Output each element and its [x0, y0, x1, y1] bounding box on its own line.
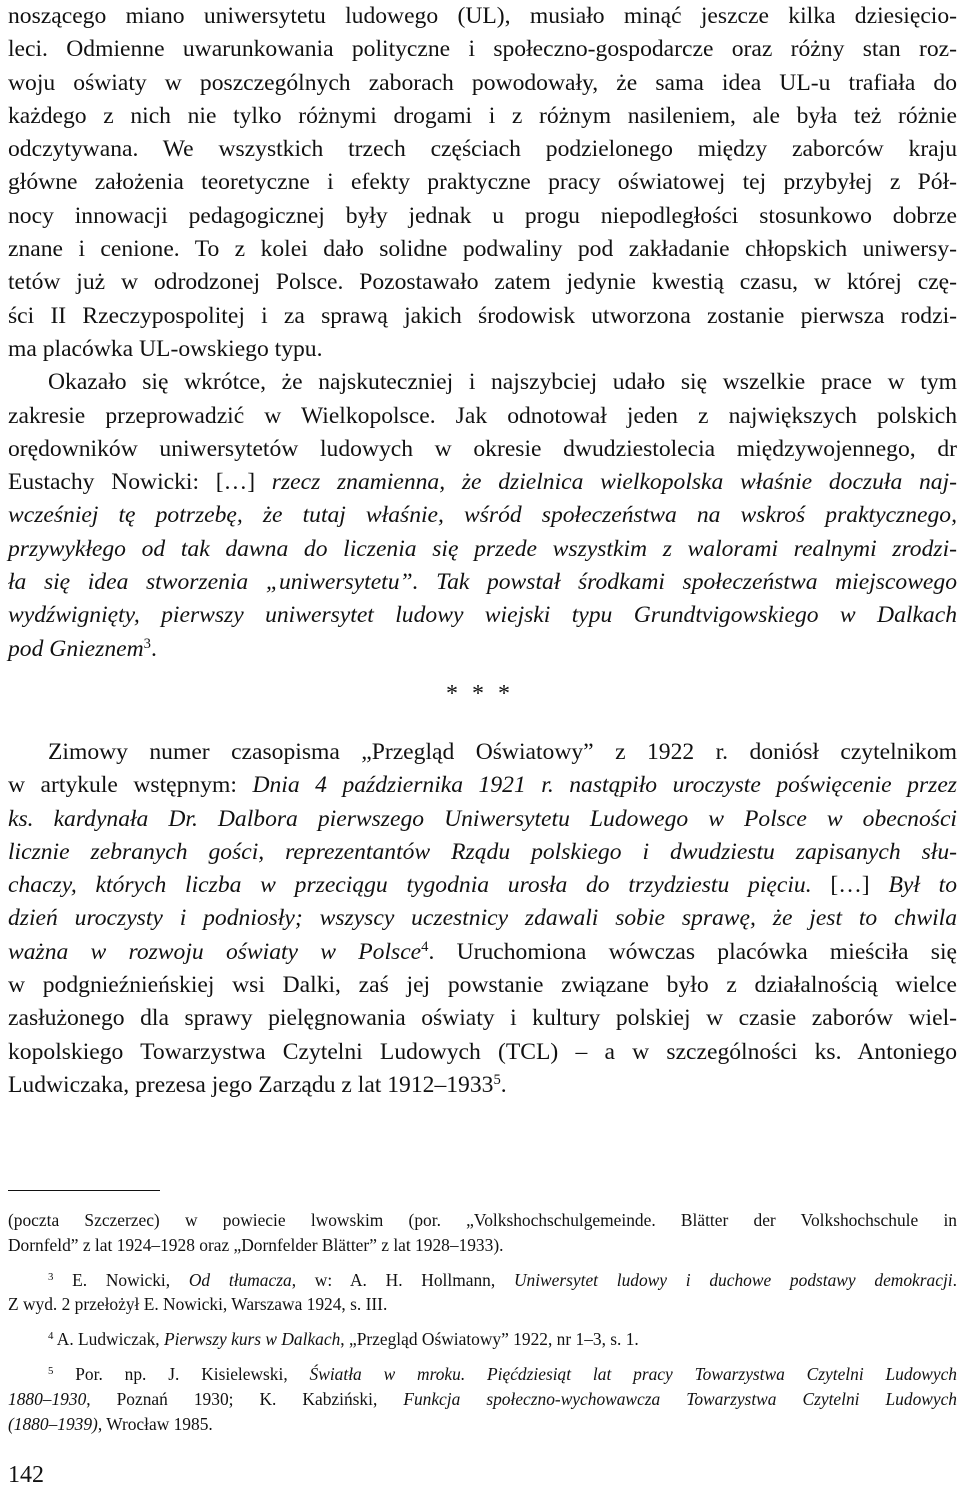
footnote-line [8, 1268, 957, 1293]
section-separator: * * * [446, 681, 514, 707]
text-line: nocy innowacji pedagogicznej były jednak u progu niepodległości stosunkowo dobrze [8, 202, 957, 229]
footnote-line [8, 1327, 957, 1352]
quote-run: chaczy, których liczba w przeciągu tygodnia urosła do trzydziestu pięciu. [8, 872, 812, 899]
text-run: , „Przegląd Oświatowy” 1922, nr 1–3, s. 1. [340, 1329, 639, 1350]
text-line [8, 633, 957, 666]
text-run: , Poznań 1930; K. Kabziński, [86, 1388, 404, 1409]
title-run: Funkcja społeczno-wychowawcza Towarzystwa Czytelni Ludowych [403, 1388, 957, 1409]
text-line: tetów już w odrodzonej Polsce. Pozostawało zatem jedynie kwestią czasu, w której czę- [8, 269, 957, 296]
title-run: Pierwszy kurs w Dalkach [163, 1329, 341, 1350]
text-line: ma placówka UL-owskiego typu. [8, 335, 323, 362]
text-line: zakresie przeprowadzić w Wielkopolsce. Jak odnotował jeden z największych polskich [8, 402, 957, 429]
title-run: 1880–1930 [8, 1388, 87, 1409]
quote-run: ważna w rozwoju oświaty w Polsce [8, 938, 422, 965]
footnote-line: Dornfeld” z lat 1924–1928 oraz „Dornfelder Blätter” z lat 1928–1933). [8, 1234, 504, 1255]
footnote-number: 4 [48, 1330, 54, 1343]
quote-run: rzecz znamienna, że dzielnica wielkopolska właśnie doczuła naj- [271, 469, 957, 496]
quote-line: wydźwignięty, pierwszy uniwersytet ludowy wiejski typu Grundtvigowskiego w Dalkach [8, 602, 957, 629]
title-run: Od tłumacza [188, 1269, 292, 1290]
text-line: orędowników uniwersytetów ludowych w okresie dwudziestolecia międzywojennego, dr [8, 435, 957, 462]
text-line: zasłużonego dla sprawy pielęgnowania oświaty i kultury polskiej w czasie zaborów wiel- [8, 1005, 957, 1032]
quote-line: wcześniej tę potrzebę, że tutaj właśnie, wśród społeczeństwa na wskroś praktycznego, [8, 502, 957, 529]
footnote-line: (poczta Szczerzec) w powiecie lwowskim (por. „Volkshochschulgemeinde. Blätter der Volkshochschule in [8, 1210, 957, 1230]
text-run: . [952, 1269, 957, 1290]
text-line: Okazało się wkrótce, że najskuteczniej i najszybciej udało się wszelkie prace w tym [48, 369, 957, 396]
footnote-divider [8, 1190, 160, 1191]
footnote-line [8, 1412, 957, 1437]
text-line: woju oświaty w poszczególnych zaborach powodowały, że sama idea UL-u trafiała do [8, 69, 957, 96]
footnote-line: Z wyd. 2 przełożył E. Nowicki, Warszawa 1924, s. III. [8, 1294, 388, 1315]
text-line: każdego z nich nie tylko różnymi drogami i z różnym nasileniem, ale była też różnie [8, 102, 957, 129]
page-number: 142 [8, 1462, 44, 1488]
footnote-number: 3 [48, 1270, 54, 1283]
quote-run: pod Gnieznem [8, 635, 144, 662]
text-run: , Wrocław 1985. [97, 1413, 213, 1434]
text-run: A. Ludwiczak, [53, 1329, 164, 1350]
text-line [8, 769, 957, 802]
title-run: Światła w mroku. Pięćdziesiąt lat pracy Towarzystwa Czytelni Ludowych [309, 1363, 957, 1384]
text-run: Ludwiczaka, prezesa jego Zarządu z lat 1912–1933 [8, 1071, 494, 1098]
paragraph-2 [8, 366, 957, 666]
text-run: […] [811, 872, 889, 899]
text-run: . Uruchomiona wówczas placówka mieściła się [428, 938, 957, 965]
footnote-continuation [8, 1208, 957, 1258]
text-run: E. Nowicki, [53, 1269, 189, 1290]
quote-run: Był to [888, 872, 957, 899]
footnotes [8, 1208, 957, 1446]
text-run: Eustachy Nowicki: […] [8, 469, 272, 496]
quote-line: dzień uroczysty i podniosły; wszyscy uczestnicy zdawali sobie sprawę, że jest to chwila [8, 905, 957, 932]
paragraph-1 [8, 0, 957, 366]
text-run: . [500, 1071, 507, 1098]
text-line: ści II Rzeczypospolitej i za sprawą jakich środowisk utworzona zostanie pierwsza rodzi- [8, 302, 957, 329]
text-line: leci. Odmienne uwarunkowania polityczne i społeczno-gospodarcze oraz różny stan roz- [8, 36, 957, 63]
main-text [8, 0, 957, 666]
paragraph-3 [8, 736, 957, 1102]
text-line: w podgnieźnieńskiej wsi Dalki, zaś jej powstanie związane było z działalnością wielce [8, 972, 957, 999]
text-run: Por. np. J. Kisielewski, [53, 1363, 310, 1384]
text-line: kopolskiego Towarzystwa Czytelni Ludowych (TCL) – a w szczególności ks. Antoniego [8, 1038, 957, 1065]
text-line [8, 869, 957, 902]
footnote-3 [8, 1268, 957, 1318]
text-run: w artykule wstępnym: [8, 772, 253, 799]
quote-line: przywykłego od tak dawna do liczenia się przede wszystkim z walorami realnymi zrodzi- [8, 535, 957, 562]
text-line [8, 936, 957, 969]
quote-run: Dnia 4 października 1921 r. nastąpiło uroczyste poświęcenie przez [252, 772, 957, 799]
quote-line: ks. kardynała Dr. Dalbora pierwszego Uniwersytetu Ludowego w Polsce w obecności [8, 805, 957, 832]
quote-line: licznie zebranych gości, reprezentantów Rządu polskiego i dwudziestu zapisanych słu- [8, 838, 957, 865]
footnote-5 [8, 1362, 957, 1436]
title-run: Uniwersytet ludowy i duchowe podstawy demokracji [513, 1269, 953, 1290]
text-run: , w: A. H. Hollmann, [291, 1269, 514, 1290]
text-line: odczytywana. We wszystkich trzech częściach podzielonego między zaborców kraju [8, 136, 957, 163]
footnote-line [8, 1362, 957, 1387]
footnote-ref: 3 [143, 635, 151, 652]
text-line: noszącego miano uniwersytetu ludowego (UL), musiało minąć jeszcze kilka dziesięcio- [8, 3, 957, 29]
title-run: (1880–1939) [8, 1413, 98, 1434]
footnote-ref: 4 [421, 938, 429, 955]
text-line: znane i cenione. To z kolei dało solidne podwaliny pod zakładanie chłopskich uniwersy- [8, 236, 957, 263]
text-line [8, 1069, 957, 1102]
text-run: . [150, 635, 157, 662]
text-line [8, 466, 957, 499]
footnote-ref: 5 [493, 1071, 501, 1088]
footnote-number: 5 [48, 1365, 54, 1378]
footnote-4 [8, 1327, 957, 1352]
text-line: główne założenia teoretyczne i efekty praktyczne pracy oświatowej tej przybyłej z Pół- [8, 169, 957, 196]
text-line: Zimowy numer czasopisma „Przegląd Oświatowy” z 1922 r. doniósł czytelnikom [48, 739, 957, 765]
quote-line: ła się idea stworzenia „uniwersytetu”. Tak powstał środkami społeczeństwa miejscowego [8, 569, 957, 596]
footnote-line [8, 1387, 957, 1412]
